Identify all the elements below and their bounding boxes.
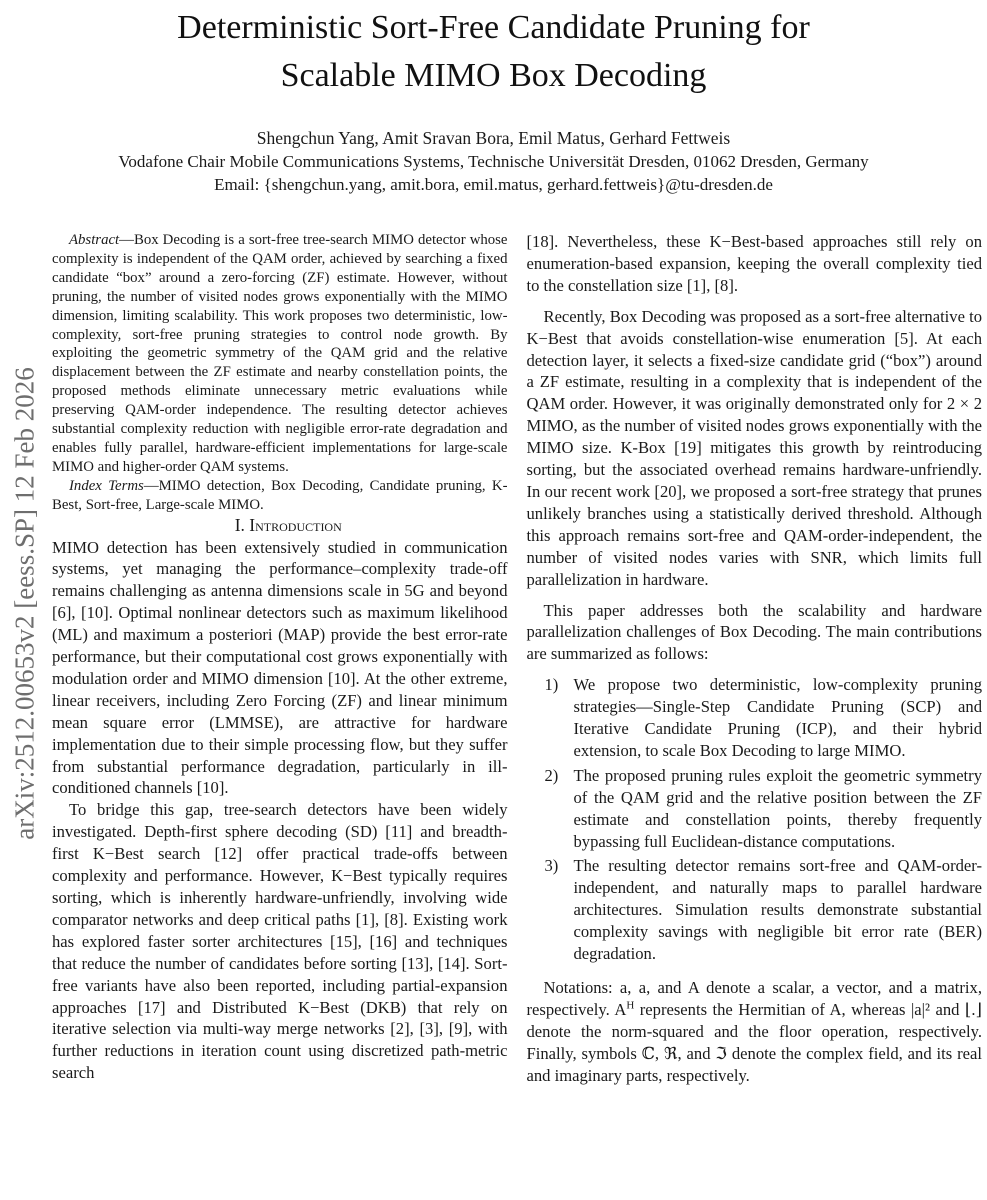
intro-paragraph-1: MIMO detection has been extensively studied in communication systems, yet managing the performance–complexity trade-off remains challenging as antenna dimensions scale in 5G and beyond [6], [10]. Optimal nonlinear detectors such as maximum likelihood (ML) and maximum a posteriori (MAP) provide the best error-rate performance, but their computational cost grows exponentially with modulation order and MIMO dimension [10]. At the other extreme, linear receivers, including Zero Forcing (ZF) and linear minimum mean square error (LMMSE), are attractive for hardware implementation due to their simple processing flow, but they suffer from substantial performance degradation, particularly in ill-conditioned channels [10].	[52, 537, 508, 798]
contribution-text-1: We propose two deterministic, low-complexity pruning strategies—Single-Step Candidate Pruning (SCP) and Iterative Candidate Pruning (ICP), and their hybrid extension, to scale Box Decoding to large MIMO.	[573, 675, 982, 760]
arxiv-identifier-stamp: arXiv:2512.00653v2 [eess.SP] 12 Feb 2026	[9, 367, 40, 840]
notations-paragraph	[527, 977, 983, 1087]
index-terms-label: Index Terms	[69, 477, 144, 494]
paper-header	[0, 0, 987, 196]
abstract-label: Abstract	[69, 232, 120, 248]
notations-text-pre: Notations: a, a, and A denote a scalar, a vector, and a matrix, respectively. A	[526, 978, 982, 1019]
intro-paragraph-2-continuation: [18]. Nevertheless, these K−Best-based approaches still rely on enumeration-based expansion, keeping the overall complexity tied to the constellation size [1], [8].	[526, 232, 982, 295]
email-line: Email: {shengchun.yang, amit.bora, emil.matus, gerhard.fettweis}@tu-dresden.de	[214, 175, 773, 194]
paper-title-line-1: Deterministic Sort-Free Candidate Pruning for	[177, 9, 810, 46]
abstract-text: Box Decoding is a sort-free tree-search MIMO detector whose complexity is independent of the QAM order, achieved by searching a fixed candidate “box” around a zero-forcing (ZF) estimate. However, without pruning, the number of visited nodes grows exponentially with the MIMO dimension, limiting scalability. This work proposes two deterministic, low-complexity, sort-free pruning strategies to control node growth. By exploiting the geometric symmetry of the QAM grid and the relative displacement between the ZF estimate and nearby constellation points, the proposed methods eliminate unnecessary metric evaluations while preserving QAM-order independence. The resulting detector achieves substantial complexity reduction with negligible error-rate degradation and enables fully parallel, hardware-efficient implementations for large-scale MIMO and higher-order QAM systems.	[52, 232, 508, 475]
notations-text-post: represents the Hermitian of A, whereas |a|² and ⌊.⌋ denote the norm-squared and the floor operation, respectively. Finally, symbols ℂ, ℜ, and ℑ denote the complex field, and its real and imaginary parts, respectively.	[526, 999, 983, 1085]
abstract-dash: —	[119, 232, 134, 248]
right-column	[527, 231, 983, 1087]
contribution-number-3: 3)	[544, 856, 559, 876]
contribution-text-3: The resulting detector remains sort-free and QAM-order-independent, and naturally maps to parallel hardware architectures. Simulation results demonstrate substantial complexity savings with negligible bit error rate (BER) degradation.	[573, 856, 982, 964]
contribution-number-2: 2)	[544, 765, 559, 785]
index-terms-text: —MIMO detection, Box Decoding, Candidate pruning, K-Best, Sort-free, Large-scale MIMO.	[52, 477, 508, 513]
abstract-paragraph	[52, 231, 508, 477]
two-column-body	[52, 231, 982, 1087]
contribution-item-1	[527, 674, 983, 762]
contribution-text-2: The proposed pruning rules exploit the geometric symmetry of the QAM grid and the relative position between the ZF estimate and constellation points, thereby frequently bypassing full Euclidean-distance computations.	[573, 765, 982, 851]
contribution-number-1: 1)	[544, 675, 559, 695]
left-column	[52, 231, 508, 1087]
index-terms-paragraph	[52, 477, 508, 515]
paper-title-line-2: Scalable MIMO Box Decoding	[280, 57, 707, 94]
section-heading-introduction: I. Introduction	[234, 514, 342, 535]
contribution-item-3	[527, 855, 983, 965]
paper-title	[0, 4, 987, 100]
intro-paragraph-2: To bridge this gap, tree-search detectors have been widely investigated. Depth-first sphere decoding (SD) [11] and breadth-first K−Best search [12] offer practical trade-offs between complexity and performance. However, K−Best typically requires sorting, which is inherently hardware-unfriendly, involving wide comparator networks and deep critical paths [1], [8]. Existing work has explored faster sorter architectures [15], [16] and techniques that reduce the number of candidates before sorting [13], [14]. Sort-free variants have also been reported, including partial-expansion approaches [17] and Distributed K−Best (DKB) that rely on iterative selection via multi-way merge networks [2], [3], [9], with further reductions in iteration count using discretized path-metric search	[52, 800, 508, 1083]
authors-line: Shengchun Yang, Amit Sravan Bora, Emil Matus, Gerhard Fettweis	[256, 128, 731, 148]
contributions-list	[527, 674, 983, 965]
affiliation-line: Vodafone Chair Mobile Communications Systems, Technische Universität Dresden, 01062 Dresden, Germany	[118, 152, 869, 171]
box-decoding-paragraph: Recently, Box Decoding was proposed as a sort-free alternative to K−Best that avoids constellation-wise enumeration [5]. At each detection layer, it selects a fixed-size candidate grid (“box”) around a ZF estimate, resulting in a complexity that is independent of the QAM order. However, it was originally demonstrated only for 2 × 2 MIMO, as the number of visited nodes grows exponentially with the MIMO size. K-Box [19] mitigates this growth by reintroducing sorting, but the associated overhead remains hardware-unfriendly. In our recent work [20], we proposed a sort-free strategy that prunes unlikely branches using a statistically derived threshold. Although this approach remains sort-free and QAM-order-independent, the number of visited nodes varies with SNR, which limits full parallelization in hardware.	[526, 306, 983, 589]
contributions-intro-paragraph: This paper addresses both the scalability and hardware parallelization challenges of Box Decoding. The main contributions are summarized as follows:	[526, 600, 982, 664]
contribution-item-2	[527, 765, 983, 853]
notations-superscript-h: H	[626, 999, 635, 1012]
